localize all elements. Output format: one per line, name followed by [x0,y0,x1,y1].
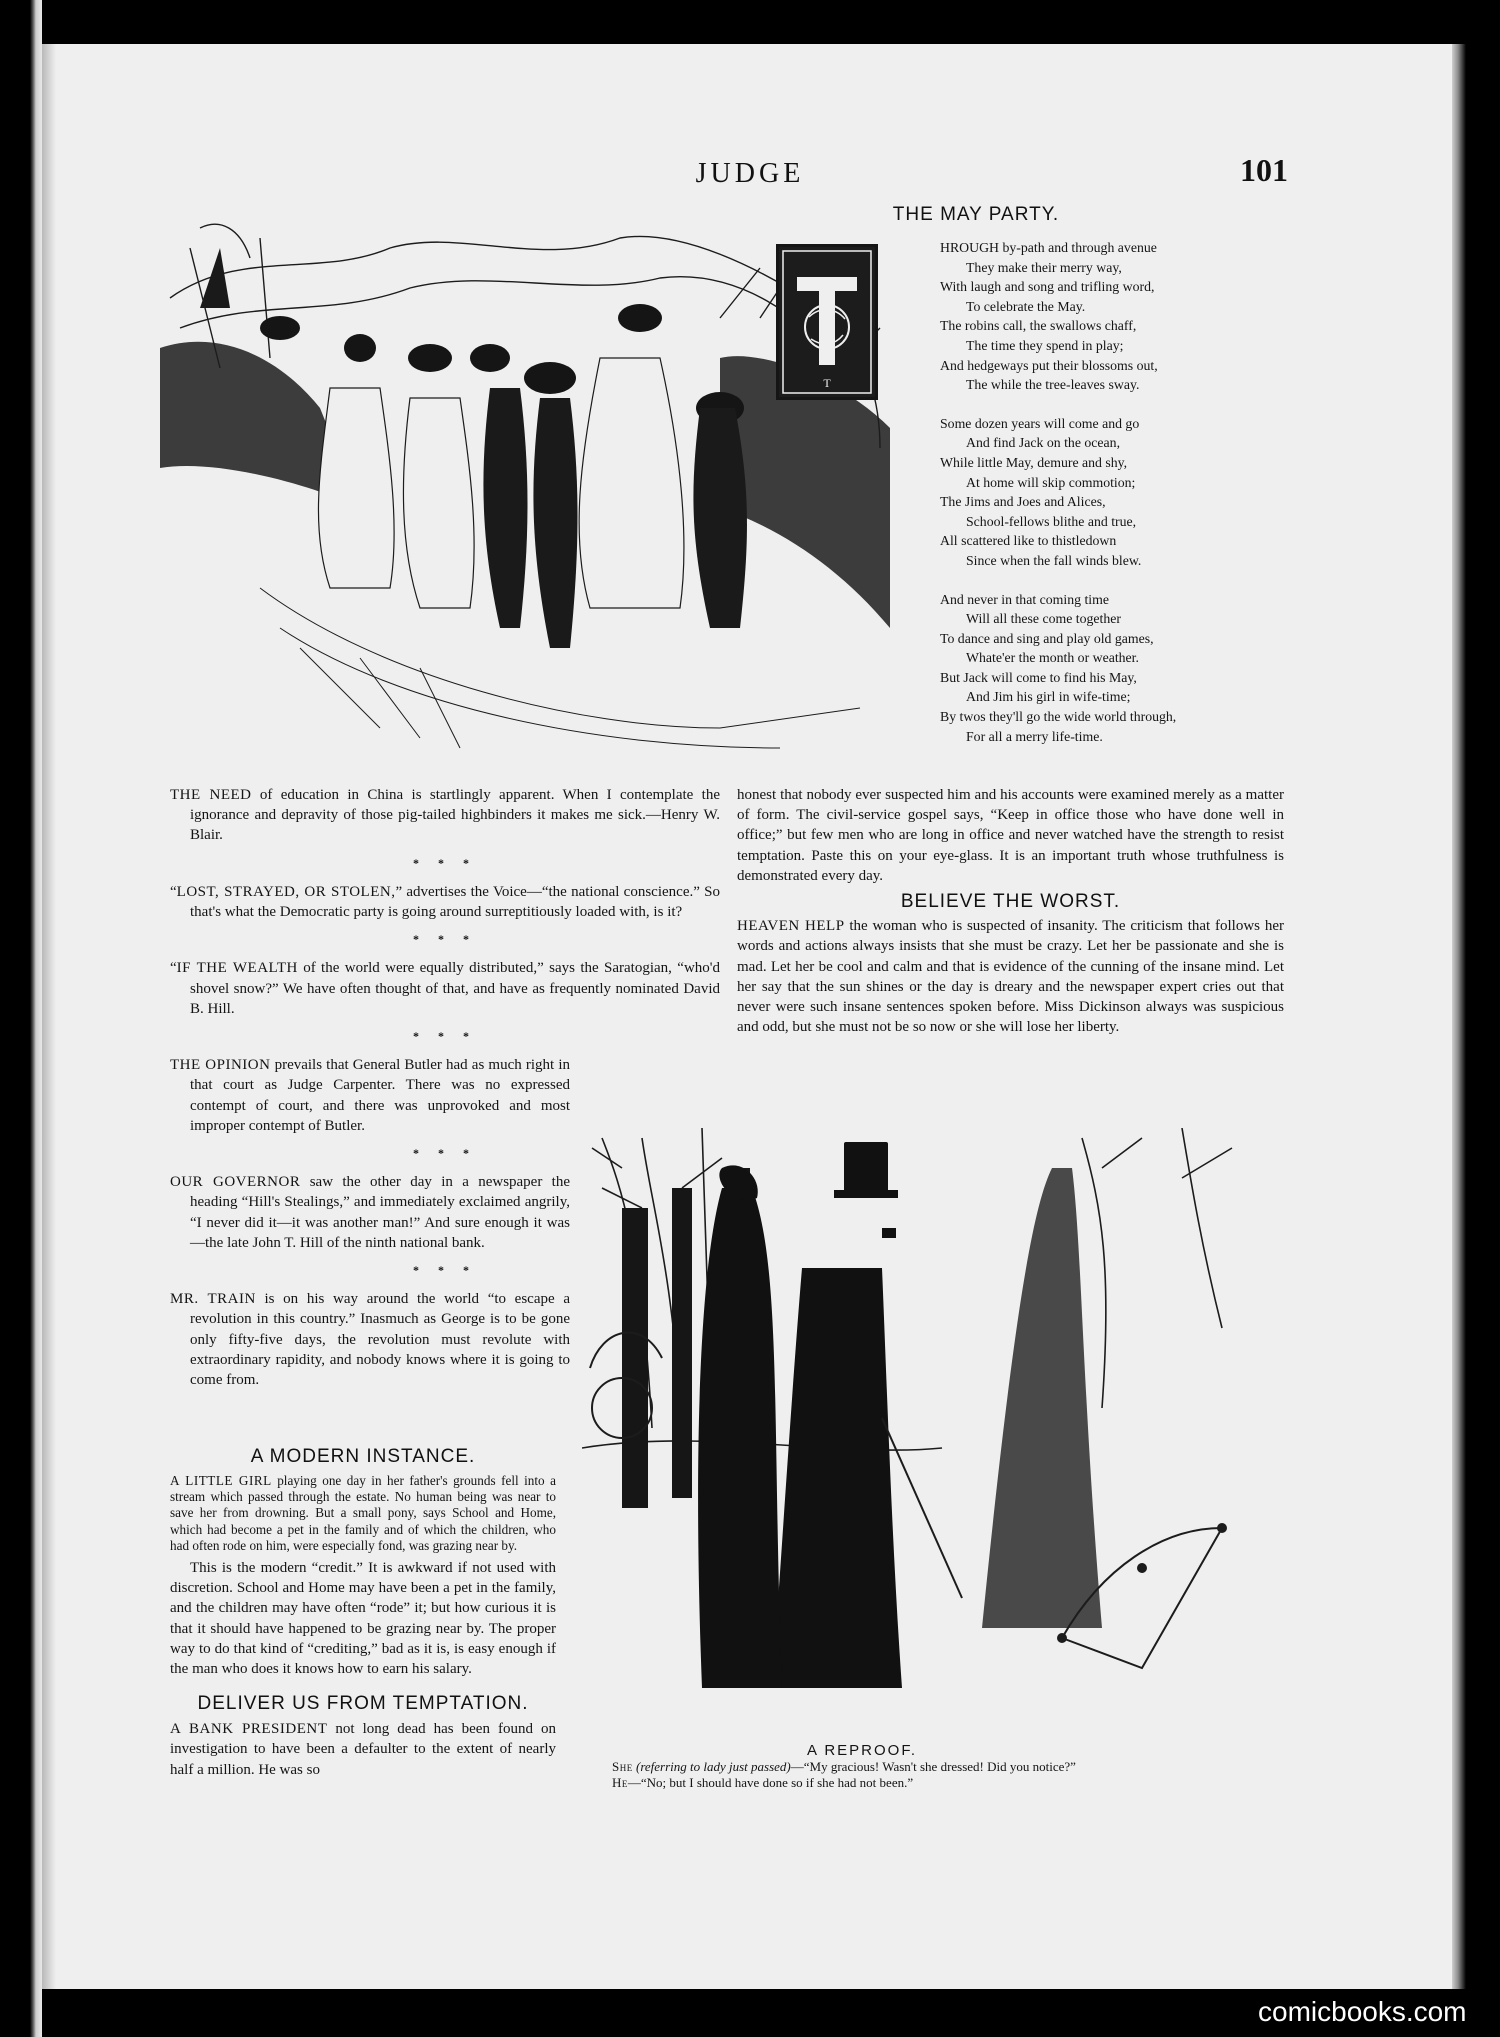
reproof-she-note: (referring to lady just passed) [635,1759,791,1774]
paragraph-item [170,958,720,1019]
poem-line: They make their merry way, [966,259,1122,275]
reproof-she-line [612,1759,1292,1775]
right-column [737,785,1284,1037]
modern-instance-lead: A LITTLE GIRL [170,1473,272,1488]
poem-line: But Jack will come to find his May, [940,669,1137,685]
poem-stanza [940,238,1280,395]
poem-line: The Jims and Joes and Alices, [940,494,1106,510]
poem-line: Whate'er the month or weather. [966,650,1139,666]
item-text: of education in China is startlingly apparent. When I contemplate the ignorance and depravity of those pig-tailed highbinders it makes me sick.—Henry W. Blair. [190,787,720,844]
modern-instance-para2: This is the modern “credit.” It is awkward if not used with discretion. School and Home may have been a pet in the family, and the children may have often “rode” it; but how curious it is that it should have happened to be grazing near by. The proper way to do that kind of “crediting,” bad as it is, is easy enough if the man who does it knows how to earn his salary. [170,1560,556,1678]
temptation-continuation: honest that nobody ever suspected him and his accounts were examined merely as a matter of form. The civil-service gospel says, “Keep in office those who have done well in office;” but few men who are long in office and never watched have the strength to resist temptation. Paste this on your eye-glass. It is an important truth whose truthfulness is demonstrated every day. [737,787,1284,884]
poem-line: All scattered like to thistledown [940,533,1117,549]
item-text: is on his way around the world “to escape a revolution in this country.” Inasmuch as George is to be gone only fifty-five days, the revolution must revolute with extraordinary rapidity, and nobody knows where it is going to come from. [190,1291,570,1389]
may-party-title: THE MAY PARTY. [892,204,1060,225]
poem-line: The robins call, the swallows chaff, [940,318,1137,334]
item-open-quote: “ [170,960,177,977]
believe-lead: HEAVEN HELP [737,918,845,935]
poem-line: While little May, demure and shy, [940,454,1128,470]
poem-line: To celebrate the May. [966,298,1086,314]
page-right-edge [1452,44,1500,1989]
item-text: ” advertises the Voice—“the national conscience.” So that's what the Democratic party is going around surreptitiously loaded with, is it? [190,883,720,921]
reproof-she-text: —“My gracious! Wasn't she dressed! Did you notice?” [790,1759,1076,1774]
left-gutter [0,0,42,2037]
drop-cap-ornament [776,244,878,400]
paragraph-item [170,785,720,846]
paragraph-item [170,1055,570,1136]
poem-line: HROUGH by-path and through avenue [940,240,1157,255]
poem-line: And never in that coming time [940,591,1109,607]
reproof-he-label: He [612,1775,628,1790]
item-separator: * * * [413,1146,477,1161]
left-column-lower [170,1446,556,1780]
poem-line: To dance and sing and play old games, [940,630,1154,646]
item-separator: * * * [413,855,477,870]
temptation-para [170,1719,556,1780]
item-separator: * * * [413,1263,477,1278]
poem-line: The while the tree-leaves sway. [966,377,1140,393]
reproof-illustration [582,1128,1282,1728]
believe-title: BELIEVE THE WORST. [900,891,1121,913]
temptation-title: DELIVER US FROM TEMPTATION. [197,1693,529,1715]
modern-instance-title: A MODERN INSTANCE. [250,1446,476,1467]
poem-line: At home will skip commotion; [966,474,1136,490]
may-party-verses [940,238,1280,765]
item-lead: MR. TRAIN [170,1291,256,1308]
paragraph-item [170,1172,570,1253]
poem-line: And hedgeways put their blossoms out, [940,357,1158,373]
reproof-title: A REPROOF. [806,1742,918,1759]
item-lead: LOST, STRAYED, OR STOLEN, [176,883,396,900]
poem-line: And find Jack on the ocean, [966,435,1121,451]
poem-line: Will all these come together [966,611,1121,627]
item-lead: IF THE WEALTH [176,960,298,977]
poem-line: The time they spend in play; [966,337,1124,353]
reproof-she-label: She [612,1759,633,1774]
poem-body [940,238,1280,746]
reproof-he-line [612,1775,1292,1791]
poem-stanza [940,414,1280,571]
watermark: comicbooks.com [1258,1996,1467,2027]
item-separator: * * * [413,932,477,947]
poem-line: Some dozen years will come and go [940,415,1140,431]
spine-shadow [42,44,56,1989]
poem-line: By twos they'll go the wide world through, [940,709,1177,725]
modern-instance-para1 [170,1473,556,1554]
item-text: prevails that General Butler had as much right in that court as Judge Carpenter. There was no expressed contempt of court, and there was unprovoked and most improper contempt of Butler. [190,1057,570,1134]
poem-line: For all a merry life-time. [966,728,1103,744]
poem-line: School-fellows blithe and true, [966,513,1137,529]
poem-line: And Jim his girl in wife-time; [966,689,1131,705]
reproof-caption [612,1742,1292,1791]
page-number: 101 [1240,152,1288,188]
drop-cap-letter: T [823,376,831,390]
believe-text: the woman who is suspected of insanity. The criticism that follows her words and actions always insists that she must be crazy. Let her be passionate and she is mad. Let her be cool and calm and that is evidence of the cunning of the insane mind. Let her say that the sun shines or the day is dreary and the newspaper expert cries out that never were such insane sentences spoken before. Miss Dickinson always was suspicious and odd, but she must not be so now or she will lose her liberty. [737,918,1284,1036]
temptation-text: not long dead has been found on investigation to have been a defaulter to the extent of nearly half a million. He was so [170,1721,556,1778]
paragraph-item [170,1289,570,1390]
poem-stanza [940,590,1280,747]
item-lead: THE OPINION [170,1057,271,1074]
temptation-lead: A BANK PRESIDENT [170,1721,328,1738]
reproof-he-text: —“No; but I should have done so if she had not been.” [627,1775,914,1790]
item-text: saw the other day in a newspaper the heading “Hill's Stealings,” and immediately exclaimed angrily, “I never did it—it was another man!” And sure enough it was—the late John T. Hill of the ninth national bank. [190,1174,571,1251]
item-lead: OUR GOVERNOR [170,1174,301,1191]
item-separator: * * * [413,1029,477,1044]
item-open-quote: “ [170,883,177,900]
item-text: of the world were equally distributed,” says the Saratogian, “who'd shovel snow?” We have often thought of that, and have as frequently nominated David B. Hill. [190,960,720,1017]
item-lead: THE NEED [170,787,252,803]
masthead: JUDGE [695,158,805,189]
paragraph-item [170,882,720,922]
poem-line: With laugh and song and trifling word, [940,279,1155,295]
modern-instance-text: playing one day in her father's grounds fell into a stream which passed through the estate. No human being was near to save her from drowning. But a small pony, says School and Home, which had become a pet in the family and of which the children, who had often rode on him, were especially fond, was grazing near by. [170,1473,556,1553]
believe-para [737,916,1284,1037]
poem-line: Since when the fall winds blew. [966,552,1142,568]
